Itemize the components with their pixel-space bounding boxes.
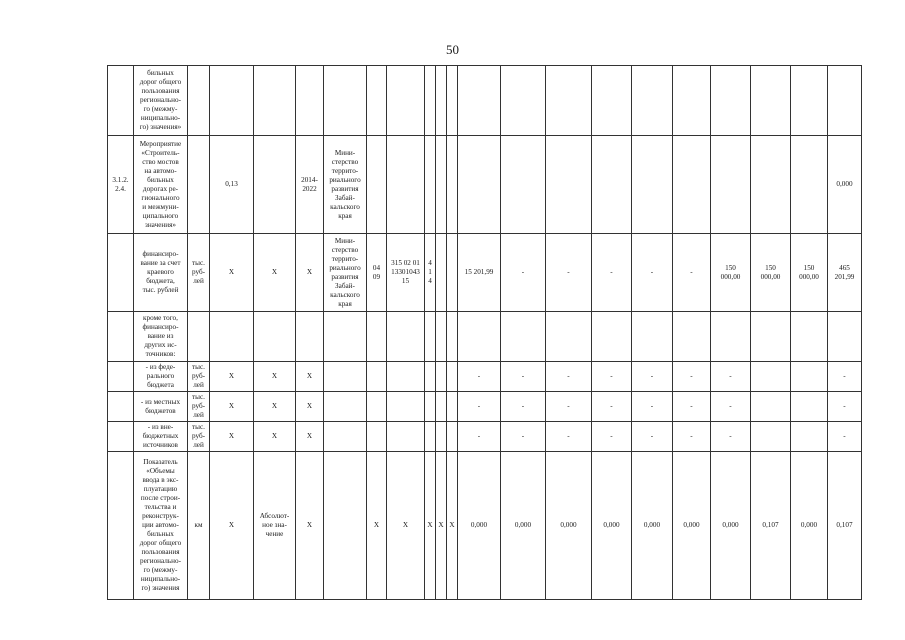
- table-cell: [751, 422, 791, 452]
- table-cell: 0,000: [458, 452, 501, 600]
- table-cell: [387, 422, 425, 452]
- table-cell: [387, 392, 425, 422]
- table-cell: 0,13: [210, 136, 254, 234]
- table-row: [108, 136, 862, 234]
- table-cell: [387, 362, 425, 392]
- table-cell: [108, 362, 134, 392]
- table-cell: X: [296, 422, 324, 452]
- table-cell: [108, 66, 134, 136]
- table-cell: -: [673, 234, 711, 312]
- table-cell: 0,000: [546, 452, 592, 600]
- table-cell: 3.1.2. 2.4.: [108, 136, 134, 234]
- table-cell: [791, 362, 828, 392]
- page-number: 50: [446, 42, 459, 57]
- table-cell: [673, 312, 711, 362]
- table-cell: тыс. руб- лей: [188, 392, 210, 422]
- table-cell: -: [501, 392, 546, 422]
- table-cell: -: [546, 234, 592, 312]
- table-cell: -: [673, 362, 711, 392]
- table-cell: -: [501, 234, 546, 312]
- table-cell: [210, 66, 254, 136]
- table-cell: 15 201,99: [458, 234, 501, 312]
- table-cell: [458, 66, 501, 136]
- table-cell: 0,000: [791, 452, 828, 600]
- table-cell: [501, 136, 546, 234]
- table-cell: 0,000: [592, 452, 632, 600]
- table-cell: [324, 422, 367, 452]
- table-cell: -: [828, 392, 862, 422]
- table-cell: -: [828, 422, 862, 452]
- table-cell: [828, 312, 862, 362]
- table-cell: [188, 66, 210, 136]
- table-cell: X: [254, 362, 296, 392]
- table-cell: [367, 362, 387, 392]
- table-cell: [387, 312, 425, 362]
- table-cell: [436, 362, 447, 392]
- table-cell: [632, 136, 673, 234]
- budget-table: [107, 65, 862, 600]
- table-cell: [447, 136, 458, 234]
- table-cell: [632, 66, 673, 136]
- table-cell: [791, 66, 828, 136]
- table-cell: [447, 422, 458, 452]
- table-cell: [367, 136, 387, 234]
- table-cell: 0,107: [751, 452, 791, 600]
- table-cell: [791, 312, 828, 362]
- table-cell: Мини- стерство террито- риального развития Забай- кальского края: [324, 136, 367, 234]
- table-cell: [425, 66, 436, 136]
- table-cell: [828, 66, 862, 136]
- table-cell: 0,107: [828, 452, 862, 600]
- table-cell: [447, 234, 458, 312]
- table-cell: [458, 312, 501, 362]
- table-cell: -: [546, 362, 592, 392]
- table-cell: [673, 136, 711, 234]
- table-cell: X: [254, 234, 296, 312]
- table-cell: [501, 66, 546, 136]
- table-cell: Мини- стерство террито- риального развития Забай- кальского края: [324, 234, 367, 312]
- table-cell: [751, 362, 791, 392]
- table-cell: 0,000: [632, 452, 673, 600]
- table-cell: - из феде- рального бюджета: [134, 362, 188, 392]
- table-cell: [324, 392, 367, 422]
- table-cell: [791, 422, 828, 452]
- table-cell: [425, 362, 436, 392]
- table-cell: X: [210, 422, 254, 452]
- table-cell: -: [546, 422, 592, 452]
- table-row: [108, 422, 862, 452]
- table-cell: [791, 136, 828, 234]
- table-row: [108, 392, 862, 422]
- table-cell: -: [711, 422, 751, 452]
- table-cell: 2014- 2022: [296, 136, 324, 234]
- table-cell: -: [458, 362, 501, 392]
- table-cell: 04 09: [367, 234, 387, 312]
- table-cell: 150 000,00: [751, 234, 791, 312]
- table-cell: Показатель «Объемы ввода в экс- плуатацию после строи- тельства и реконструк- ции автомо- бильных дорог общего пользования регионально- го (межму- ниципально- го) значения: [134, 452, 188, 600]
- table-cell: [711, 66, 751, 136]
- table-cell: -: [632, 422, 673, 452]
- table-cell: [108, 452, 134, 600]
- table-cell: - из вне- бюджетных источников: [134, 422, 188, 452]
- table-cell: [367, 422, 387, 452]
- table-cell: X: [210, 452, 254, 600]
- table-cell: 465 201,99: [828, 234, 862, 312]
- table-cell: [387, 66, 425, 136]
- table-cell: X: [210, 362, 254, 392]
- table-cell: X: [387, 452, 425, 600]
- table-cell: [436, 136, 447, 234]
- table-cell: [751, 392, 791, 422]
- table-cell: 150 000,00: [791, 234, 828, 312]
- table-cell: [436, 312, 447, 362]
- table-cell: -: [711, 362, 751, 392]
- table-cell: [296, 312, 324, 362]
- table-cell: [546, 136, 592, 234]
- table-cell: бильных дорог общего пользования регионально- го (межму- ниципально- го) значения»: [134, 66, 188, 136]
- table-cell: -: [592, 362, 632, 392]
- table-cell: 315 02 01 13301043 15: [387, 234, 425, 312]
- table-cell: -: [632, 362, 673, 392]
- table-cell: финансиро- вание за счет краевого бюджета, тыс. рублей: [134, 234, 188, 312]
- table-cell: [254, 136, 296, 234]
- table-cell: [367, 312, 387, 362]
- table-row: [108, 66, 862, 136]
- table-cell: X: [210, 392, 254, 422]
- table-cell: [436, 66, 447, 136]
- table-cell: [592, 66, 632, 136]
- table-cell: [387, 136, 425, 234]
- table-cell: -: [458, 422, 501, 452]
- table-cell: [546, 66, 592, 136]
- table-cell: -: [828, 362, 862, 392]
- table-cell: -: [592, 234, 632, 312]
- table-cell: X: [436, 452, 447, 600]
- table-cell: [188, 136, 210, 234]
- table-cell: [791, 392, 828, 422]
- table-cell: [425, 136, 436, 234]
- table-cell: [751, 136, 791, 234]
- table-row: [108, 452, 862, 600]
- table-cell: -: [501, 362, 546, 392]
- table-cell: [632, 312, 673, 362]
- table-cell: -: [673, 422, 711, 452]
- table-cell: -: [632, 234, 673, 312]
- table-cell: X: [210, 234, 254, 312]
- table-cell: км: [188, 452, 210, 600]
- table-cell: [751, 312, 791, 362]
- table-cell: -: [673, 392, 711, 422]
- table-cell: X: [296, 362, 324, 392]
- table-cell: X: [296, 392, 324, 422]
- table-cell: - из местных бюджетов: [134, 392, 188, 422]
- table-cell: [425, 312, 436, 362]
- table-cell: 0,000: [828, 136, 862, 234]
- table-cell: тыс. руб- лей: [188, 234, 210, 312]
- table-cell: X: [367, 452, 387, 600]
- table-cell: [447, 312, 458, 362]
- table-cell: кроме того, финансиро- вание из других ис- точников:: [134, 312, 188, 362]
- table-cell: [324, 312, 367, 362]
- table-cell: [592, 136, 632, 234]
- table-cell: Абсолют- ное зна- чение: [254, 452, 296, 600]
- table-cell: X: [447, 452, 458, 600]
- table-cell: X: [254, 422, 296, 452]
- table-cell: -: [458, 392, 501, 422]
- table-cell: [188, 312, 210, 362]
- table-cell: [447, 362, 458, 392]
- table-cell: [324, 362, 367, 392]
- table-cell: [108, 422, 134, 452]
- table-cell: [751, 66, 791, 136]
- table-cell: -: [592, 422, 632, 452]
- table-cell: [711, 312, 751, 362]
- table-cell: [296, 66, 324, 136]
- table-cell: [711, 136, 751, 234]
- table-row: [108, 312, 862, 362]
- table-cell: Мероприятие «Строитель- ство мостов на автомо- бильных дорогах ре- гионального и межмуни- ципального значения»: [134, 136, 188, 234]
- table-cell: [324, 452, 367, 600]
- table-cell: -: [711, 392, 751, 422]
- table-cell: [592, 312, 632, 362]
- table-cell: X: [425, 452, 436, 600]
- table-cell: [108, 234, 134, 312]
- table-cell: [367, 66, 387, 136]
- table-cell: [210, 312, 254, 362]
- table-cell: -: [546, 392, 592, 422]
- table-cell: [436, 234, 447, 312]
- table-cell: X: [296, 452, 324, 600]
- table-cell: -: [632, 392, 673, 422]
- table-cell: [425, 392, 436, 422]
- table-cell: -: [501, 422, 546, 452]
- table-cell: -: [592, 392, 632, 422]
- table-cell: 0,000: [711, 452, 751, 600]
- table-row: [108, 234, 862, 312]
- table-cell: [546, 312, 592, 362]
- table-cell: X: [296, 234, 324, 312]
- table-cell: [108, 392, 134, 422]
- table-cell: 0,000: [501, 452, 546, 600]
- table-cell: [367, 392, 387, 422]
- table-cell: 150 000,00: [711, 234, 751, 312]
- table-cell: [436, 392, 447, 422]
- table-cell: [254, 66, 296, 136]
- table-cell: [447, 66, 458, 136]
- table-cell: тыс. руб- лей: [188, 362, 210, 392]
- table-cell: X: [254, 392, 296, 422]
- table-row: [108, 362, 862, 392]
- table-cell: тыс. руб- лей: [188, 422, 210, 452]
- table-cell: [108, 312, 134, 362]
- table-cell: [458, 136, 501, 234]
- table-cell: [425, 422, 436, 452]
- table-cell: [447, 392, 458, 422]
- table-cell: [324, 66, 367, 136]
- table-cell: [436, 422, 447, 452]
- table-cell: [673, 66, 711, 136]
- table-cell: [254, 312, 296, 362]
- table-cell: 4 1 4: [425, 234, 436, 312]
- table-cell: 0,000: [673, 452, 711, 600]
- table-cell: [501, 312, 546, 362]
